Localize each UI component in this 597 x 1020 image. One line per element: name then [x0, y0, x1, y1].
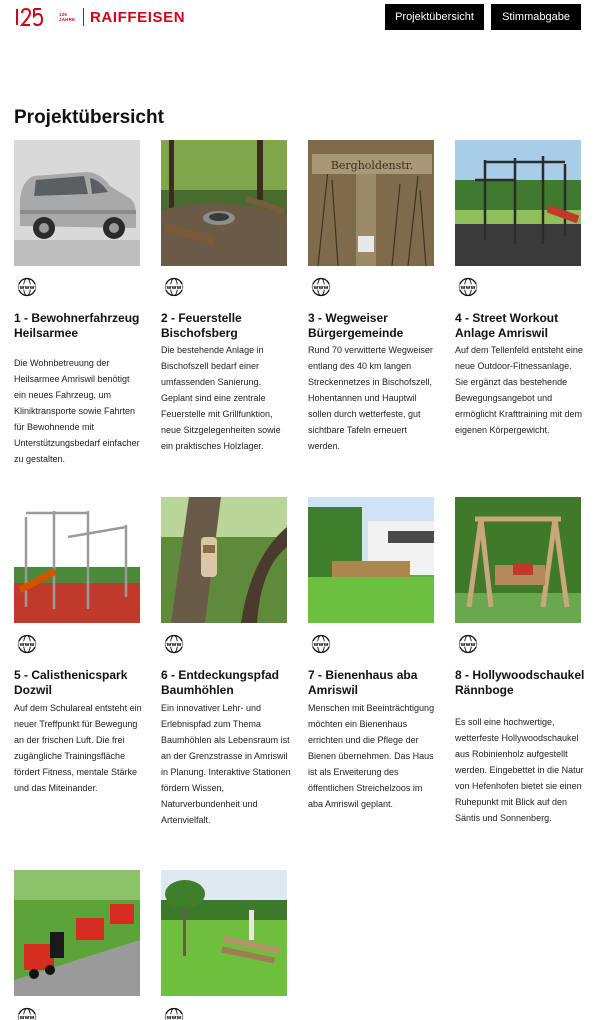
project-card-8[interactable] [455, 497, 585, 823]
project-description: Die bestehende Anlage in Bischofszell bedarf einer umfassenden Sanierung. Geplant sind eine zentrale Feuerstelle mit Grillfunktion, neue Sitzgelegenheiten sowie ein praktisches Holzlager. [161, 345, 281, 451]
project-description: Rund 70 verwitterte Wegweiser entlang des 40 km langen Streckennetzes in Bischofszell, Hohentannen und Hauptwil sollen durch wetterfeste, gut sichtbare Tafeln erneuert werden. [308, 345, 433, 451]
nav-stimmabgabe-button[interactable]: Stimmabgabe [491, 4, 581, 30]
project-description: Ein innovativer Lehr- und Erlebnispfad zum Thema Baumhöhlen als Lebensraum ist an der Grenzstrasse in Amriswil in Planung. Interaktive Stationen fördern Wissen, Naturverbundenheit und Artenvielfalt. [161, 703, 291, 825]
project-description: Menschen mit Beeinträchtigung möchten ein Bienenhaus errichten und die Pflege der Bienen übernehmen. Das Haus ist als Erweiterung des öffentlichen Streichelzoos im aba Amriswil geplant. [308, 703, 435, 809]
project-title: 1 - Bewohnerfahrzeug Heilsarmee [14, 311, 140, 340]
project-title: 5 - Calisthenicspark Dozwil [14, 668, 128, 697]
project-card-9[interactable] [14, 870, 140, 996]
www-globe-icon[interactable] [458, 634, 478, 654]
project-card-6[interactable] [161, 497, 291, 825]
project-title: 4 - Street Workout Anlage Amriswil [455, 311, 559, 340]
www-globe-icon[interactable] [458, 277, 478, 297]
logo-years: 125 JAHRE [59, 12, 76, 22]
project-description: Die Wohnbetreuung der Heilsarmee Amriswil benötigt ein neues Fahrzeug, um Kliniktransporte sowie Fahrten für Bewohnende mit Unterstützungsbedarf einfacher zu gestalten. [14, 358, 140, 464]
project-card-10[interactable] [161, 870, 287, 996]
project-image-hollywood-swing[interactable] [455, 497, 581, 623]
project-card-1[interactable] [14, 140, 140, 464]
project-image-bee-house[interactable] [308, 497, 434, 623]
project-card-4[interactable] [455, 140, 583, 435]
project-image-mini-train[interactable] [14, 870, 140, 996]
project-title: 7 - Bienenhaus aba Amriswil [308, 668, 418, 697]
www-globe-icon[interactable] [17, 1007, 37, 1020]
project-image-tree-hollow[interactable] [161, 497, 287, 623]
project-title: 8 - Hollywoodschaukel Rännboge [455, 668, 585, 697]
www-globe-icon[interactable] [164, 1007, 184, 1020]
project-image-signpost[interactable] [308, 140, 434, 266]
anniversary-125-logo [14, 7, 77, 27]
logo-divider [83, 8, 84, 26]
project-description: Auf dem Schulareal entsteht ein neuer Treffpunkt für Bewegung an der frischen Luft. Die frei zugängliche Trainingsfläche fördert Fitness, mentale Stärke und das Miteinander. [14, 703, 142, 793]
project-image-vehicle[interactable] [14, 140, 140, 266]
project-image-bench[interactable] [161, 870, 287, 996]
www-globe-icon[interactable] [17, 277, 37, 297]
project-image-fireplace[interactable] [161, 140, 287, 266]
project-card-2[interactable] [161, 140, 287, 451]
www-globe-icon[interactable] [311, 277, 331, 297]
site-header [0, 0, 597, 34]
project-card-3[interactable] [308, 140, 434, 451]
raiffeisen-logo[interactable] [14, 6, 185, 28]
project-image-calisthenics-park[interactable] [14, 497, 140, 623]
project-description: Es soll eine hochwertige, wetterfeste Hollywoodschaukel aus Robinienholz aufgestellt werden. Eingebettet in die Natur von Hefenhofen bietet sie einen Ruhepunkt mit Blick auf den Säntis und Sonnenberg. [455, 717, 584, 823]
www-globe-icon[interactable] [164, 634, 184, 654]
project-card-5[interactable] [14, 497, 142, 793]
nav-projektuebersicht-button[interactable]: Projektübersicht [385, 4, 484, 30]
project-title: 2 - Feuerstelle Bischofsberg [161, 311, 242, 340]
www-globe-icon[interactable] [17, 634, 37, 654]
svg-text:Bergholdenstr.: Bergholdenstr. [330, 159, 414, 172]
project-image-street-workout[interactable] [455, 140, 581, 266]
project-title: 6 - Entdeckungspfad Baumhöhlen [161, 668, 280, 697]
logo-name: RAIFFEISEN [90, 8, 186, 26]
www-globe-icon[interactable] [164, 277, 184, 297]
project-title: 3 - Wegweiser Bürgergemeinde [308, 311, 404, 340]
www-globe-icon[interactable] [311, 634, 331, 654]
project-card-7[interactable] [308, 497, 435, 809]
page-title: Projektübersicht [14, 107, 164, 128]
project-description: Auf dem Tellenfeld entsteht eine neue Outdoor-Fitnessanlage. Sie ergänzt das bestehende Bewegungsangebot und ermöglicht Krafttraining mit dem eigenen Körpergewicht. [455, 345, 583, 435]
